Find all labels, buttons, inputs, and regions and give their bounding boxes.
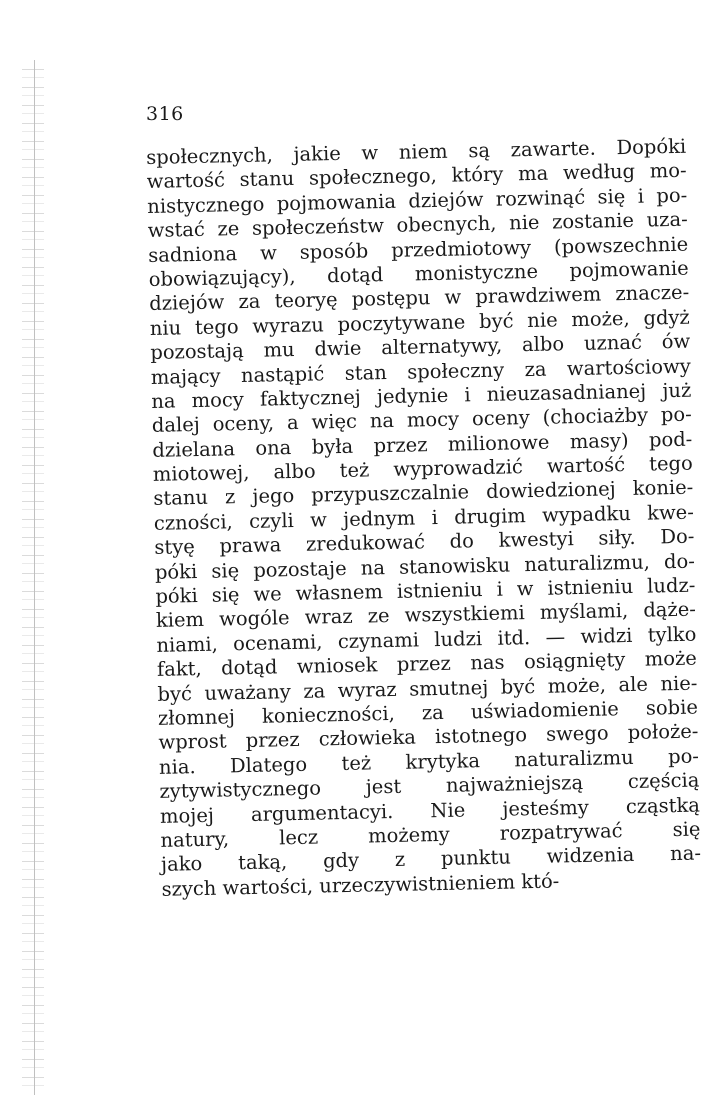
text-line: szych wartości, urzeczywistnieniem któ-: [161, 869, 560, 901]
scan-binding-gutter: [22, 60, 44, 1095]
text-line: pozostają mu dwie alternatywy, albo uznać ów: [150, 329, 691, 365]
text-line: póki się pozostaje na stanowisku naturalizmu, do-: [154, 549, 696, 584]
text-line: zytywistycznego jest najważniejszą częścią: [159, 768, 700, 804]
page-number: 316: [146, 103, 184, 125]
body-text: [146, 135, 702, 902]
text-line: obowiązujący), dotąd monistyczne pojmowanie: [148, 256, 689, 291]
text-line: wartość stanu społecznego, który ma według mo-: [146, 159, 687, 194]
text-line: mojej argumentacyi. Nie jesteśmy cząstką: [159, 793, 701, 828]
text-line: na mocy faktycznej jedynie i nieuzasadnianej już: [151, 378, 692, 413]
text-line: styę prawa zredukować do kwestyi siły. Do-: [154, 524, 695, 560]
text-line: stanu z jego przypuszczalnie dowiedzionej konie-: [153, 476, 694, 511]
text-line: złomnej konieczności, za uświadomienie sobie: [157, 695, 699, 730]
text-line: niami, ocenami, czynami ludzi itd. — widzi tylko: [156, 622, 697, 657]
text-line: kiem wogóle wraz ze wszystkiemi myślami, dąże-: [155, 598, 697, 633]
text-line: mający nastąpić stan społeczny za wartościowy: [150, 354, 691, 389]
text-line: czności, czyli w jednym i drugim wypadku kwe-: [153, 500, 695, 535]
text-line: dalej oceny, a więc na mocy oceny (chociażby po-: [151, 402, 692, 438]
text-line: fakt, dotąd wniosek przez nas osiągnięty może: [156, 646, 698, 682]
text-line: niu tego wyrazu poczytywane być nie może, gdyż: [149, 305, 690, 340]
text-line: nistycznego pojmowania dziejów rozwinąć się i po-: [147, 183, 688, 218]
text-line: wstać ze społeczeństw obecnych, nie zostanie uza-: [147, 207, 688, 243]
text-line: miotowej, albo też wyprowadzić wartość tego: [152, 451, 694, 487]
text-line: natury, lecz możemy rozpatrywać się: [160, 817, 701, 852]
text-line: sadniona w sposób przedmiotowy (powszechnie: [148, 232, 689, 267]
text-line: być uważany za wyraz smutnej być może, ale nie-: [157, 671, 698, 706]
text-line: dzielana ona była przez milionowe masy) pod-: [152, 427, 693, 462]
scan-binding-edge: [34, 60, 35, 1095]
text-line: jako taką, gdy z punktu widzenia na-: [160, 841, 702, 877]
text-line: póki się we własnem istnieniu i w istnieniu ludz-: [155, 573, 696, 608]
text-line: nia. Dlatego też krytyka naturalizmu po-: [158, 744, 700, 779]
text-line: wprost przez człowieka istotnego swego położe-: [158, 719, 699, 755]
text-line: dziejów za teoryę postępu w prawdziwem znacze-: [149, 281, 690, 316]
text-line: społecznych, jakie w niem są zawarte. Dopóki: [146, 134, 687, 169]
